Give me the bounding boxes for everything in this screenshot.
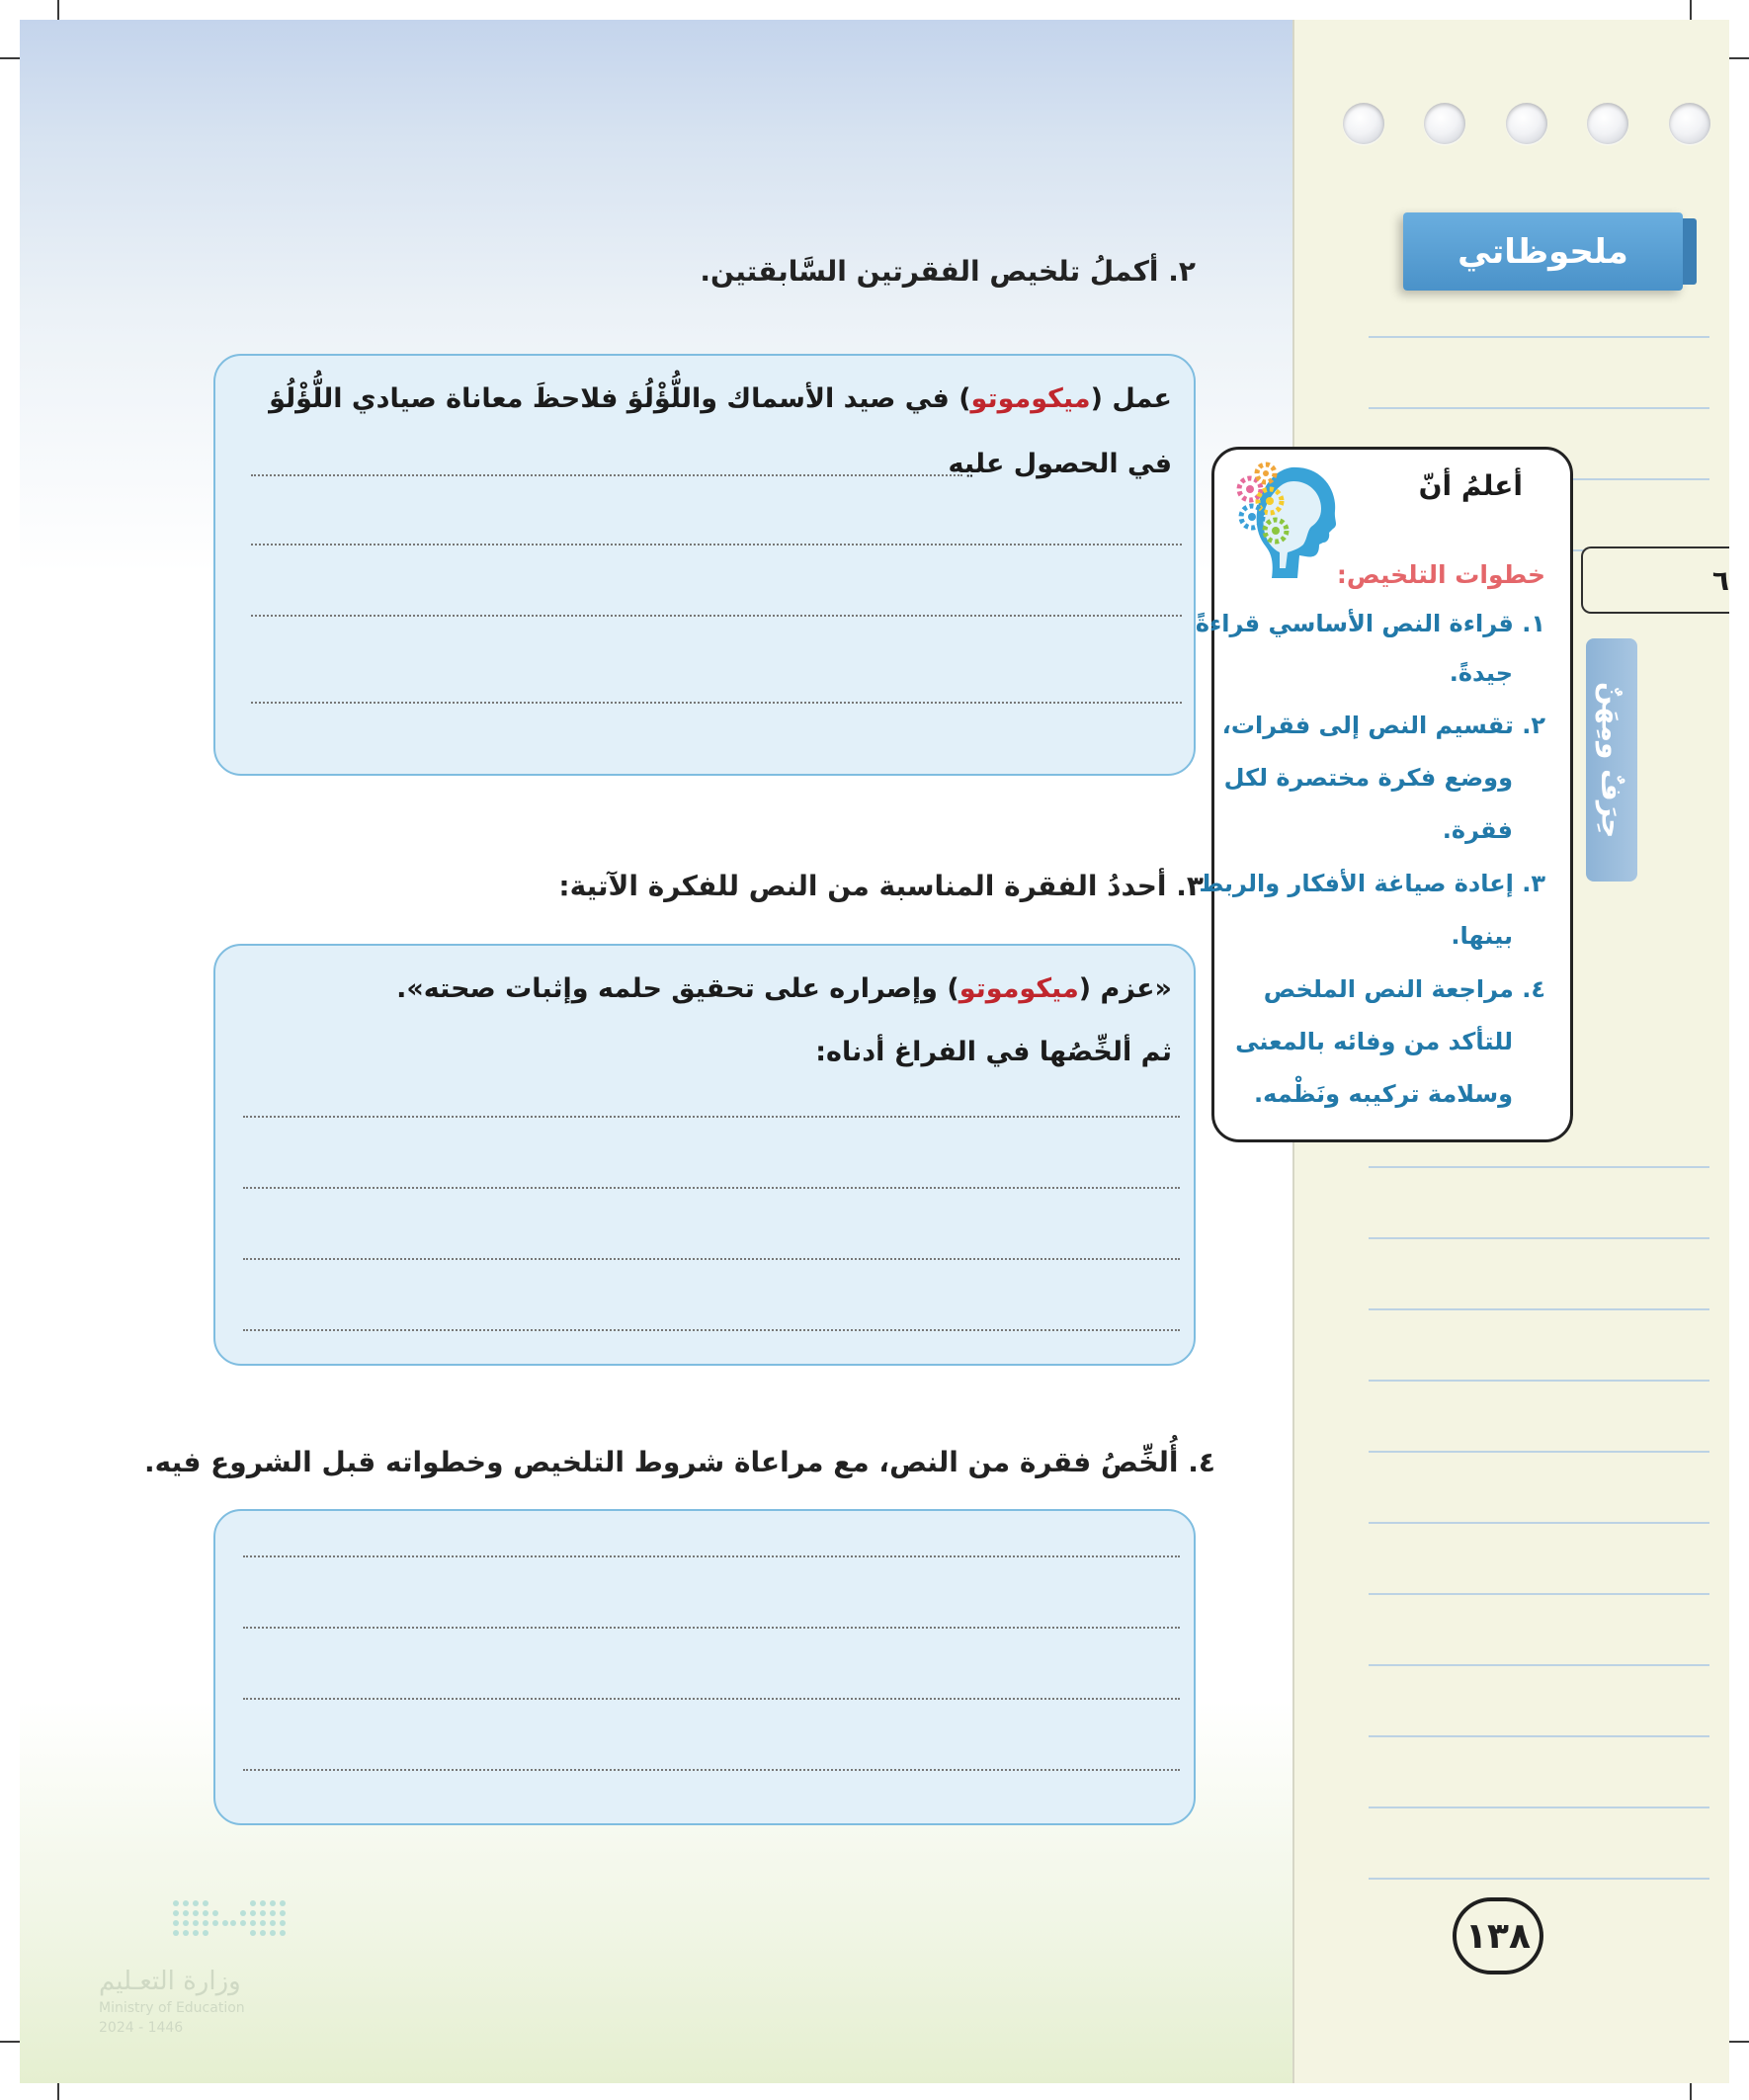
answer-dotted-line[interactable] <box>243 1769 1180 1771</box>
notebook-line <box>1369 1380 1709 1382</box>
notebook-line <box>1369 1308 1709 1310</box>
q4-heading <box>144 1446 1215 1478</box>
info-step-line: بينها. <box>1451 922 1513 950</box>
answer-dotted-line[interactable] <box>243 1627 1180 1629</box>
binder-hole <box>1669 103 1710 144</box>
notebook-line <box>1369 1451 1709 1453</box>
info-step-line: جيدةً. <box>1449 659 1513 687</box>
info-card <box>1195 447 1573 1142</box>
info-step-line: للتأكد من وفائه بالمعنى <box>1235 1028 1513 1055</box>
q3-idea-quote <box>396 973 1172 1004</box>
answer-dotted-line[interactable] <box>243 1555 1180 1557</box>
info-step-line: ووضع فكرة مختصرة لكل <box>1223 764 1513 792</box>
answer-dotted-line[interactable] <box>251 615 1182 617</box>
chapter-name-tab <box>1586 638 1637 882</box>
info-step-line: ٢. تقسيم النص إلى فقرات، <box>1221 712 1545 739</box>
q3-quote-post: ) وإصراره على تحقيق حلمه وإثبات صحته». <box>396 973 959 1004</box>
answer-dotted-line[interactable] <box>243 1116 1180 1118</box>
q2-name-highlight: ميكوموتو <box>970 383 1091 414</box>
q3-title: أحددُ الفقرة المناسبة من النص للفكرة الآتية: <box>558 870 1167 902</box>
q2-answer-box[interactable] <box>213 354 1196 776</box>
chapter-name: حِرَفٌ ومِهَنٌ <box>1595 681 1628 839</box>
answer-dotted-line[interactable] <box>251 544 1182 546</box>
notebook-line <box>1369 1878 1709 1880</box>
q2-title: أكملُ تلخيص الفقرتين السَّابقتين. <box>700 255 1159 288</box>
notebook-line <box>1369 1735 1709 1737</box>
notes-tab-label: ملحوظاتي <box>1458 231 1628 272</box>
info-step-line: ١. قراءة النص الأساسي قراءةً <box>1195 610 1545 637</box>
q2-line2: في الحصول عليه <box>948 449 1172 479</box>
notebook-line <box>1369 1237 1709 1239</box>
notebook-line <box>1369 336 1709 338</box>
q3-answer-box[interactable] <box>213 944 1196 1366</box>
notebook-line <box>1369 1522 1709 1524</box>
info-step-line: فقرة. <box>1442 816 1513 844</box>
notebook-line <box>1369 1664 1709 1666</box>
chapter-number: ٦ <box>1711 563 1729 597</box>
info-step-line: ٣. إعادة صياغة الأفكار والربط <box>1199 870 1545 897</box>
q2-summary-line-1 <box>269 383 1172 414</box>
info-card-title: أعلمُ أنّ <box>1418 469 1523 502</box>
binder-hole <box>1506 103 1547 144</box>
q3-heading <box>558 870 1204 902</box>
q2-number: ٢. <box>1168 255 1196 288</box>
q3-instruction-text: ثم ألخِّصُها في الفراغ أدناه: <box>815 1037 1172 1067</box>
q2-summary-line-2 <box>949 449 1172 479</box>
q4-number: ٤. <box>1188 1446 1215 1478</box>
answer-dotted-line[interactable] <box>251 702 1182 704</box>
notebook-line <box>1369 1806 1709 1808</box>
head-gears-icon <box>1232 460 1341 583</box>
q2-line1-post: ) في صيد الأسماك واللُّؤْلُؤ فلاحظَ معاناة صيادي اللُّؤْلُؤ <box>269 383 971 414</box>
chapter-number-tab <box>1581 546 1729 614</box>
q3-quote-pre: «عزم ( <box>1078 973 1172 1004</box>
notes-tab <box>1403 212 1683 291</box>
ministry-name-en: Ministry of Education <box>99 2000 245 2016</box>
answer-dotted-line[interactable] <box>243 1329 1180 1331</box>
q3-name-highlight: ميكوموتو <box>958 973 1079 1004</box>
binder-hole <box>1587 103 1628 144</box>
info-step-line: ٤. مراجعة النص الملخص <box>1263 975 1545 1003</box>
notebook-line <box>1369 407 1709 409</box>
info-card-subtitle: خطوات التلخيص: <box>1336 560 1545 589</box>
page-number-text: ١٣٨ <box>1465 1915 1531 1957</box>
binder-hole <box>1343 103 1384 144</box>
binder-hole <box>1424 103 1465 144</box>
notebook-line <box>1369 1166 1709 1168</box>
q2-line1-pre: عمل ( <box>1090 383 1172 414</box>
page-number <box>1453 1897 1543 1974</box>
answer-dotted-line[interactable] <box>243 1258 1180 1260</box>
q4-answer-box[interactable] <box>213 1509 1196 1825</box>
answer-dotted-line[interactable] <box>243 1187 1180 1189</box>
notebook-line <box>1369 1593 1709 1595</box>
q2-heading <box>700 255 1196 288</box>
ministry-year: 2024 - 1446 <box>99 2020 184 2036</box>
answer-dotted-line[interactable] <box>251 474 962 476</box>
ministry-name-ar: وزارة التعـليم <box>99 1967 241 1996</box>
info-step-line: وسلامة تركيبه ونَظْمه. <box>1254 1080 1513 1108</box>
q3-instruction <box>815 1037 1172 1067</box>
answer-dotted-line[interactable] <box>243 1698 1180 1700</box>
q3-number: ٣. <box>1176 870 1204 902</box>
q4-title: أُلخِّصُ فقرة من النص، مع مراعاة شروط التلخيص وخطواته قبل الشروع فيه. <box>144 1446 1179 1478</box>
